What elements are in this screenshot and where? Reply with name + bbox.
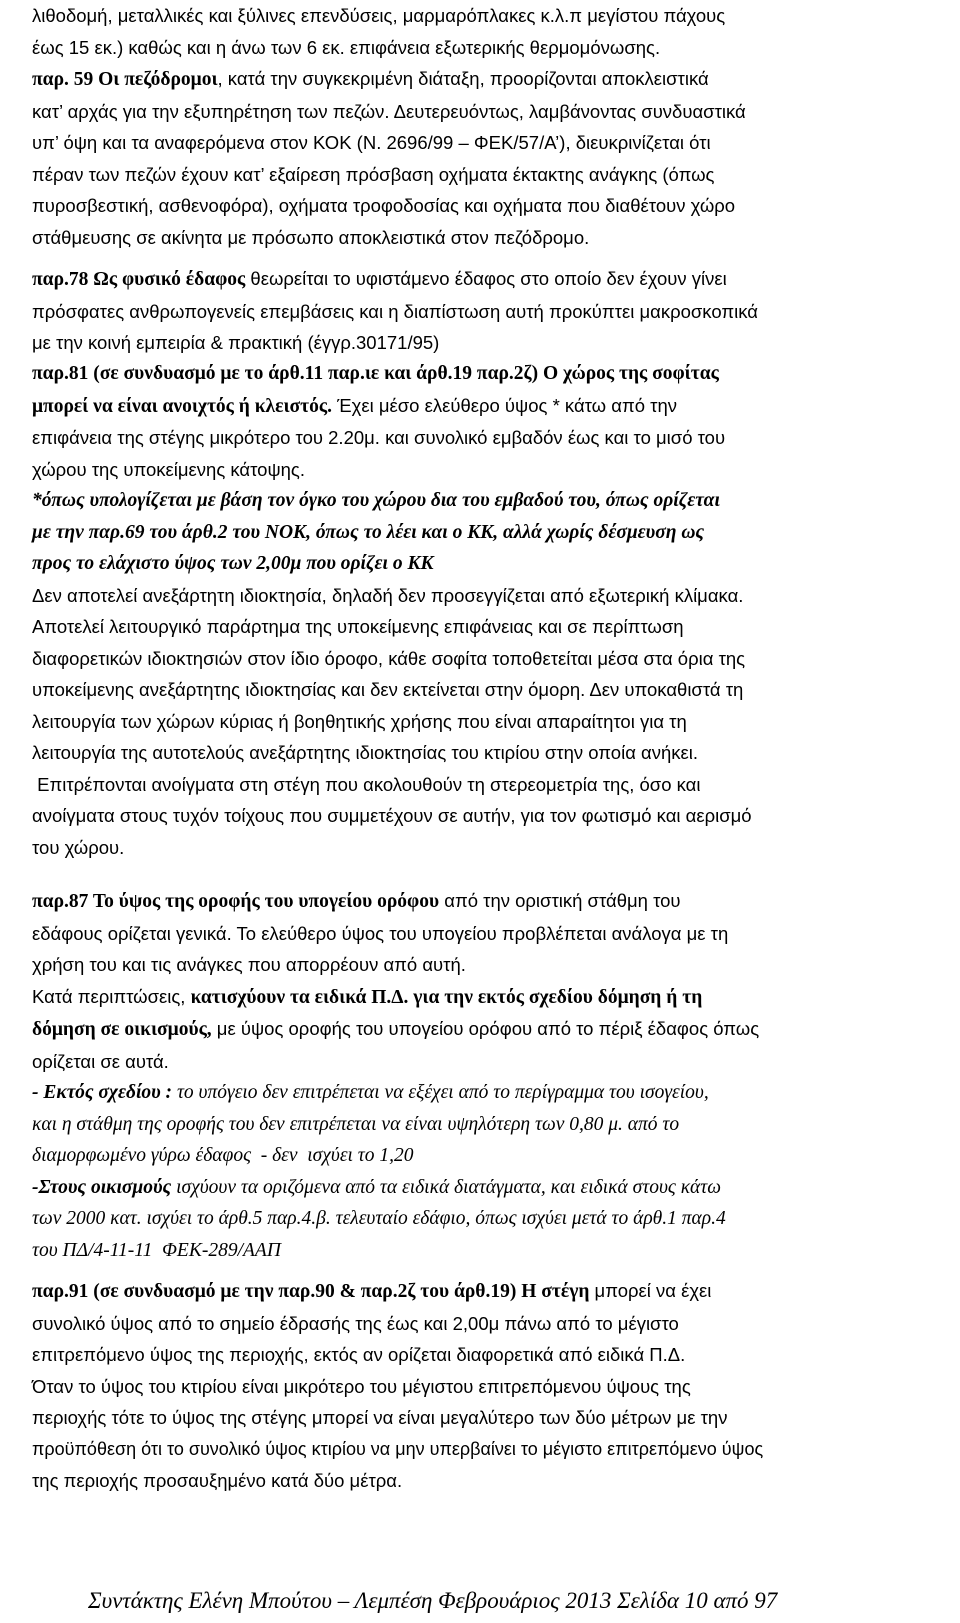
text-line: , κατά την συγκεκριμένη διάταξη, προορίζονται αποκλειστικά bbox=[217, 68, 709, 89]
text-line: το υπόγειο δεν επιτρέπεται να εξέχει από το περίγραμμα του ισογείου, bbox=[172, 1082, 709, 1103]
text-line: ισχύουν τα οριζόμενα από τα ειδικά διατάγματα, και ειδικά στους κάτω bbox=[171, 1176, 722, 1198]
text-line: ορίζεται σε αυτά. bbox=[32, 1050, 169, 1072]
text-line: χρήση του και τις ανάγκες που απορρέουν από αυτή. bbox=[32, 954, 466, 975]
paragraph-label: παρ.91 (σε συνδυασμό με την παρ.90 & παρ.2ζ του άρθ.19) Η στέγη bbox=[32, 1281, 590, 1302]
text-line: Αποτελεί λειτουργικό παράρτημα της υποκείμενης επιφάνειας και σε περίπτωση bbox=[32, 616, 684, 637]
text-line: από την οριστική στάθμη του bbox=[439, 890, 681, 911]
paragraph-label: παρ.87 Το ύψος της οροφής του υπογείου ορόφου bbox=[32, 891, 440, 912]
paragraph-continuation bbox=[32, 0, 928, 63]
text-line: έως 15 εκ.) καθώς και η άνω των 6 εκ. επιφάνεια εξωτερικής θερμομόνωσης. bbox=[32, 36, 661, 58]
paragraph-label: παρ. 59 Οι πεζόδρομοι bbox=[32, 69, 218, 90]
text-line: κατ’ αρχάς για την εξυπηρέτηση των πεζών. Δευτερευόντως, λαμβάνοντας συνδυαστικά bbox=[32, 100, 746, 122]
text-line: περιοχής τότε το ύψος της στέγης μπορεί να είναι μεγαλύτερο των δύο μέτρων με την bbox=[32, 1407, 728, 1428]
text-line: στάθμευσης σε ακίνητα με πρόσωπο αποκλειστικά στον πεζόδρομο. bbox=[32, 226, 590, 248]
text-line: της περιοχής προσαυξημένο κατά δύο μέτρα. bbox=[32, 1470, 403, 1491]
text-line: πέραν των πεζών έχουν κατ’ εξαίρεση πρόσβαση οχήματα έκτακτης ανάγκης (όπως bbox=[32, 163, 715, 185]
paragraph-bold-text: δόμηση σε οικισμούς, bbox=[32, 1019, 212, 1040]
paragraph-87 bbox=[32, 885, 928, 1266]
text-line: Επιτρέπονται ανοίγματα στη στέγη που ακολουθούν τη στερεομετρία της, όσο και bbox=[32, 773, 701, 795]
text-line: Όταν το ύψος του κτιρίου είναι μικρότερο του μέγιστου επιτρεπόμενου ύψους της bbox=[32, 1375, 691, 1397]
text-line: μπορεί να έχει bbox=[589, 1280, 712, 1301]
text-line: πυροσβεστική, ασθενοφόρα), οχήματα τροφοδοσίας και οχήματα που διαθέτουν χώρο bbox=[32, 195, 736, 216]
text-line: του χώρου. bbox=[32, 836, 125, 858]
text-line: επιφάνεια της στέγης μικρότερο του 2.20μ. και συνολικό εμβαδόν έως και το μισό του bbox=[32, 427, 726, 448]
paragraph-59 bbox=[32, 63, 928, 253]
text-line: με ύψος οροφής του υπογείου ορόφου από το πέριξ έδαφος όπως bbox=[211, 1018, 760, 1039]
text-line: πρόσφατες ανθρωπογενείς επεμβάσεις και η διαπίστωση αυτή προκύπτει μακροσκοπικά bbox=[32, 300, 758, 322]
paragraph-81 bbox=[32, 358, 928, 863]
paragraph-bold-text: μπορεί να είναι ανοιχτός ή κλειστός. bbox=[32, 395, 332, 417]
text-line: λειτουργία των χώρων κύριας ή βοηθητικής χρήσης που είναι απαραίτητοι για τη bbox=[32, 710, 687, 732]
emphasis-line: *όπως υπολογίζεται με βάση τον όγκο του χώρου δια του εμβαδού του, όπως ορίζεται bbox=[32, 490, 720, 511]
paragraph-91 bbox=[32, 1275, 928, 1497]
text-line: ανοίγματα στους τυχόν τοίχους που συμμετέχουν σε αυτήν, για τον φωτισμό και αερισμό bbox=[32, 805, 752, 826]
text-line: με την κοινή εμπειρία & πρακτική (έγγρ.30171/95) bbox=[32, 332, 440, 353]
text-line: διαμορφωμένο γύρω έδαφος - δεν ισχύει το 1,20 bbox=[32, 1145, 414, 1166]
subsection-label: -Στους οικισμούς bbox=[32, 1176, 172, 1198]
page-footer: Συντάκτης Ελένη Μπούτου – Λεμπέση Φεβρουάριος 2013 Σελίδα 10 από 97 bbox=[88, 1588, 778, 1613]
text-line: επιτρεπόμενο ύψος της περιοχής, εκτός αν ορίζεται διαφορετικά από ειδικά Π.Δ. bbox=[32, 1344, 686, 1365]
paragraph-78 bbox=[32, 263, 928, 359]
emphasis-line: με την παρ.69 του άρθ.2 του ΝΟΚ, όπως το λέει και ο ΚΚ, αλλά χωρίς δέσμευση ως bbox=[32, 521, 705, 543]
text-line: των 2000 κατ. ισχύει το άρθ.5 παρ.4.β. τελευταίο εδάφιο, όπως ισχύει μετά το άρθ.1 παρ.4 bbox=[32, 1208, 726, 1229]
text-line: θεωρείται το υφιστάμενο έδαφος στο οποίο δεν έχουν γίνει bbox=[245, 268, 727, 289]
paragraph-label: παρ.78 Ως φυσικό έδαφος bbox=[32, 269, 246, 290]
text-line: προϋπόθεση ότι το συνολικό ύψος κτιρίου να μην υπερβαίνει το μέγιστο επιτρεπόμενο ύψος bbox=[32, 1438, 764, 1459]
paragraph-label: παρ.81 (σε συνδυασμό με το άρθ.11 παρ.ιε και άρθ.19 παρ.2ζ) Ο χώρος της σοφίτας bbox=[32, 363, 719, 384]
text-line: Έχει μέσο ελεύθερο ύψος * κάτω από την bbox=[331, 394, 678, 416]
paragraph-bold-text: κατισχύουν τα ειδικά Π.Δ. για την εκτός σχεδίου δόμηση ή τη bbox=[190, 986, 703, 1008]
subsection-label: - Εκτός σχεδίου : bbox=[32, 1082, 173, 1103]
text-line: υποκείμενης ανεξάρτητης ιδιοκτησίας και δεν εκτείνεται στην όμορη. Δεν υποκαθιστά τη bbox=[32, 679, 744, 700]
text-line: Δεν αποτελεί ανεξάρτητη ιδιοκτησία, δηλαδή δεν προσεγγίζεται από εξωτερική κλίμακα. bbox=[32, 584, 744, 606]
text-line: διαφορετικών ιδιοκτησιών στον ίδιο όροφο, κάθε σοφίτα τοποθετείται μέσα στα όρια της bbox=[32, 647, 746, 669]
text-line: και η στάθμη της οροφής του δεν επιτρέπεται να είναι υψηλότερη των 0,80 μ. από το bbox=[32, 1113, 680, 1135]
text-line: λειτουργία της αυτοτελούς ανεξάρτητης ιδιοκτησίας του κτιρίου στην οποία ανήκει. bbox=[32, 742, 699, 763]
text-line: εδάφους ορίζεται γενικά. Το ελεύθερο ύψος του υπογείου προβλέπεται ανάλογα με τη bbox=[32, 922, 729, 944]
emphasis-line: προς το ελάχιστο ύψος των 2,00μ που ορίζει ο ΚΚ bbox=[32, 553, 434, 574]
text-line: υπ’ όψη και τα αναφερόμενα στον ΚΟΚ (Ν. 2696/99 – ΦΕΚ/57/Α’), διευκρινίζεται ότι bbox=[32, 132, 711, 153]
text-line: Κατά περιπτώσεις, bbox=[32, 985, 191, 1007]
text-line: του ΠΔ/4-11-11 ΦΕΚ-289/ΑΑΠ bbox=[32, 1239, 281, 1261]
text-line: χώρου της υποκείμενης κάτοψης. bbox=[32, 458, 305, 480]
text-line: λιθοδομή, μεταλλικές και ξύλινες επενδύσεις, μαρμαρόπλακες κ.λ.π μεγίστου πάχους bbox=[32, 5, 726, 26]
text-line: συνολικό ύψος από το σημείο έδρασής της έως και 2,00μ πάνω από το μέγιστο bbox=[32, 1312, 679, 1334]
